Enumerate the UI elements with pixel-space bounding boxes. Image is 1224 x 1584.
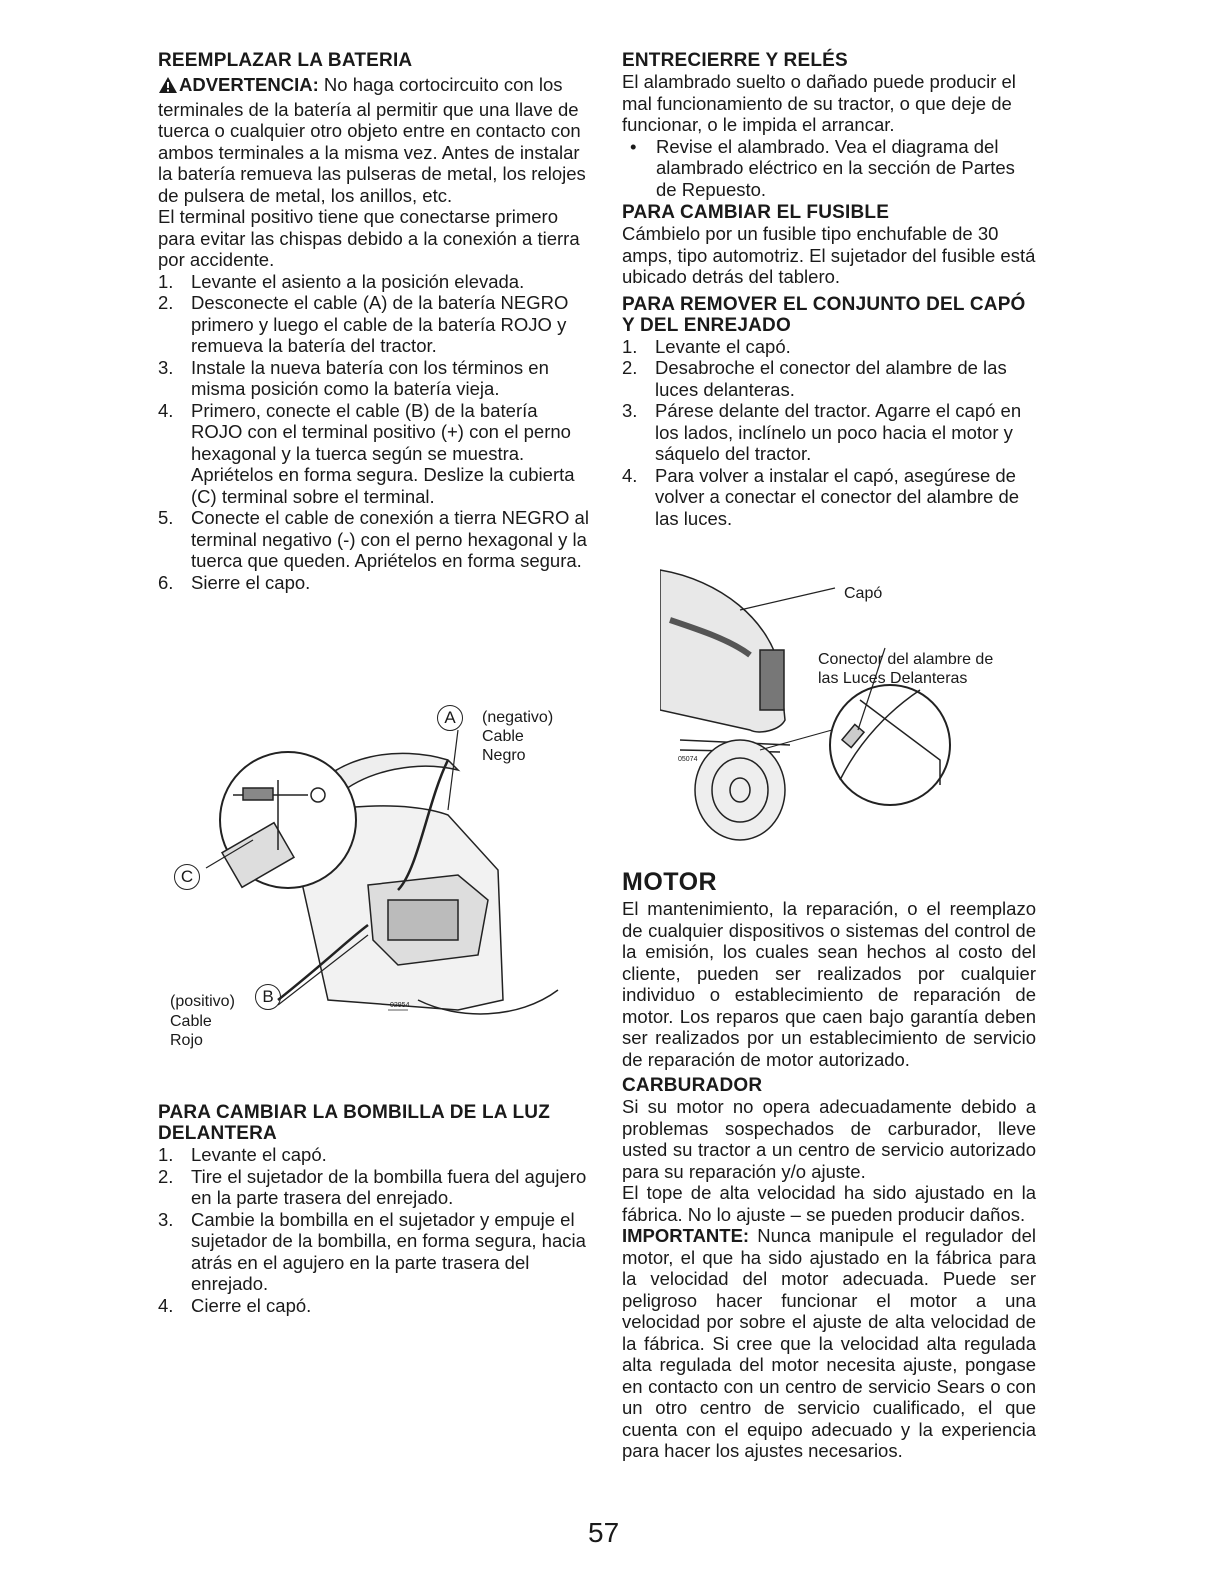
list-text: Para volver a instalar el capó, asegúrese de volver a conectar el conector del alambre de las luces. bbox=[655, 464, 1020, 529]
list-number: 4. bbox=[158, 399, 174, 421]
list-number: 3. bbox=[158, 1208, 174, 1230]
list-item bbox=[158, 1295, 594, 1317]
bulb-section bbox=[158, 1102, 594, 1316]
list-item bbox=[622, 357, 1036, 400]
cable-a-line2: Cable bbox=[482, 728, 524, 745]
battery-steps bbox=[158, 271, 594, 594]
list-text: Desabroche el conector del alambre de las luces delanteras. bbox=[655, 357, 1007, 400]
relays-bullets bbox=[622, 136, 1036, 201]
hood-figure-code: 05074 bbox=[678, 756, 698, 763]
list-item bbox=[158, 1209, 594, 1295]
right-column bbox=[622, 50, 1036, 529]
list-item bbox=[158, 1144, 594, 1166]
cable-a-marker bbox=[437, 705, 463, 731]
warning-triangle-icon bbox=[158, 76, 178, 99]
hood-steps bbox=[622, 336, 1036, 530]
cable-b-line2: Cable bbox=[170, 1013, 212, 1030]
hood-heading: PARA REMOVER EL CONJUNTO DEL CAPÓ Y DEL ENREJADO bbox=[622, 293, 1026, 336]
battery-heading: REEMPLAZAR LA BATERIA bbox=[158, 50, 413, 71]
list-text: Primero, conecte el cable (B) de la batería ROJO con el terminal positivo (+) con el perno hexagonal y la tuerca según se muestra. Apriételos en forma segura. Deslize la cubierta (C) terminal sobre el terminal. bbox=[191, 399, 575, 507]
important-note bbox=[622, 1225, 1036, 1462]
list-number: 1. bbox=[158, 1144, 174, 1165]
cable-a-label bbox=[482, 708, 553, 765]
warning-text: No haga cortocircuito con los terminales de la batería al permitir que una llave de tuerca o cualquier otro objeto entre en contacto con ambos terminales a la misma vez. Antes de instalar la batería remueva las pulseras de metal, los relojes de pulsera de metal, los anillos, etc. bbox=[158, 74, 586, 206]
cable-b-marker bbox=[255, 984, 281, 1010]
list-item bbox=[622, 465, 1036, 530]
list-text: Tire el sujetador de la bombilla fuera del agujero en la parte trasera del enrejado. bbox=[191, 1165, 587, 1208]
list-item bbox=[158, 572, 594, 594]
bulb-heading: PARA CAMBIAR LA BOMBILLA DE LA LUZ DELANTERA bbox=[158, 1102, 551, 1144]
list-item bbox=[158, 400, 594, 508]
relays-text: El alambrado suelto o dañado puede producir el mal funcionamiento de su tractor, o que deje de funcionar, o le impida el arrancar. bbox=[622, 71, 1016, 135]
list-number: 2. bbox=[622, 357, 638, 378]
list-number: 2. bbox=[158, 292, 174, 313]
list-number: 2. bbox=[158, 1165, 174, 1187]
list-item bbox=[158, 271, 594, 293]
cable-b-line3: Rojo bbox=[170, 1032, 203, 1049]
capo-label: Capó bbox=[844, 585, 883, 602]
battery-intro: El terminal positivo tiene que conectarse primero para evitar las chispas debido a la conexión a tierra por accidente. bbox=[158, 206, 580, 270]
list-item bbox=[622, 400, 1036, 465]
carburetor-text-2: El tope de alta velocidad ha sido ajustado en la fábrica. No lo ajuste – se pueden producir daños. bbox=[622, 1182, 1036, 1225]
list-number: 1. bbox=[622, 335, 638, 357]
important-text: Nunca manipule el regulador del motor, el que ha sido ajustado en la fábrica para la velocidad del motor adecuada. Puede ser peligroso hacer funcionar el motor a una velocidad por sobre el ajuste de alta velocidad de la fábrica. Si cree que la velocidad alta regulada alta regulada del motor necesita ajuste, pongase en contacto con un centro de servicio Sears o con un otro centro de servicio cualificado, el que cuenta con el equipo adecuado y la experiencia para hacer los ajustes necesarios. bbox=[622, 1225, 1036, 1461]
motor-heading: MOTOR bbox=[622, 868, 718, 896]
list-text: Levante el capó. bbox=[191, 1144, 327, 1165]
carburetor-heading: CARBURADOR bbox=[622, 1075, 763, 1096]
label-b: B bbox=[255, 984, 281, 1010]
bullet-text: Revise el alambrado. Vea el diagrama del alambrado eléctrico en la sección de Partes de Repuesto. bbox=[656, 135, 1015, 200]
list-text: Conecte el cable de conexión a tierra NEGRO al terminal negativo (-) con el perno hexagonal y la tuerca que queden. Apriételos en forma segura. bbox=[191, 507, 589, 571]
cable-b-line1: (positivo) bbox=[170, 993, 235, 1010]
left-column bbox=[158, 50, 594, 593]
cable-b-label bbox=[170, 992, 235, 1011]
list-text: Instale la nueva batería con los términos en misma posición como la batería vieja. bbox=[191, 356, 549, 399]
list-item bbox=[158, 357, 594, 400]
list-text: Levante el asiento a la posición elevada. bbox=[191, 270, 525, 292]
cable-a-line1: (negativo) bbox=[482, 709, 554, 726]
list-item bbox=[622, 136, 1036, 201]
list-text: Desconecte el cable (A) de la batería NEGRO primero y luego el cable de la batería ROJO y remueva la batería del tractor. bbox=[191, 292, 569, 356]
bulb-steps bbox=[158, 1144, 594, 1316]
cable-b-label-rest bbox=[170, 1012, 212, 1050]
list-text: Cierre el capó. bbox=[191, 1294, 312, 1316]
battery-figure bbox=[158, 700, 594, 1020]
cover-c-marker bbox=[174, 864, 200, 890]
list-item bbox=[158, 292, 594, 357]
relays-heading: ENTRECIERRE Y RELÉS bbox=[622, 50, 848, 71]
list-text: Sierre el capo. bbox=[191, 571, 311, 593]
hood-figure bbox=[660, 560, 1036, 845]
list-number: 1. bbox=[158, 270, 174, 292]
list-text: Cambie la bombilla en el sujetador y empuje el sujetador de la bombilla, en forma segura, hacia atrás en el agujero en la parte trasera del enrejado. bbox=[191, 1208, 586, 1294]
label-a: A bbox=[437, 705, 463, 731]
motor-section bbox=[622, 868, 1036, 1462]
list-item bbox=[158, 1166, 594, 1209]
list-item bbox=[622, 336, 1036, 358]
cable-a-line3: Negro bbox=[482, 747, 526, 764]
important-label: IMPORTANTE: bbox=[622, 1225, 750, 1246]
battery-figure-code: 02954 bbox=[390, 1002, 410, 1009]
warning-label: ADVERTENCIA: bbox=[179, 74, 319, 95]
list-number: 4. bbox=[158, 1294, 174, 1316]
connector-label bbox=[818, 650, 993, 688]
connector-line1: Conector del alambre de bbox=[818, 651, 994, 668]
label-c: C bbox=[174, 864, 200, 890]
page-number: 57 bbox=[588, 1517, 620, 1548]
list-number: 3. bbox=[622, 400, 638, 421]
carburetor-text-1: Si su motor no opera adecuadamente debido a problemas sospechados de carburador, lleve usted su tractor a un centro de servicio autorizado para su reparación y/o ajuste. bbox=[622, 1096, 1036, 1182]
list-text: Párese delante del tractor. Agarre el capó en los lados, inclínelo un poco hacia el motor y sáquelo del tractor. bbox=[655, 400, 1022, 464]
list-text: Levante el capó. bbox=[655, 335, 791, 357]
list-item bbox=[158, 507, 594, 572]
battery-warning bbox=[158, 74, 594, 206]
fuse-text: Cámbielo por un fusible tipo enchufable de 30 amps, tipo automotriz. El sujetador del fusible está ubicado detrás del tablero. bbox=[622, 223, 1036, 287]
connector-line2: las Luces Delanteras bbox=[818, 670, 968, 687]
list-number: 5. bbox=[158, 507, 174, 528]
list-number: 6. bbox=[158, 571, 174, 593]
motor-text: El mantenimiento, la reparación, o el reemplazo de cualquier dispositivos o sistemas del control de la emisión, los cuales sean hechos al costo del cliente, pueden ser realizados por cualquier individuo o establecimiento de reparación de motor. Los reparos que caen bajo garantía deben ser realizados por un establecimiento de servicio de reparación de motor autorizado. bbox=[622, 898, 1036, 1070]
fuse-heading: PARA CAMBIAR EL FUSIBLE bbox=[622, 202, 890, 223]
bullet-mark: • bbox=[630, 135, 637, 157]
list-number: 3. bbox=[158, 356, 174, 378]
list-number: 4. bbox=[622, 464, 638, 486]
